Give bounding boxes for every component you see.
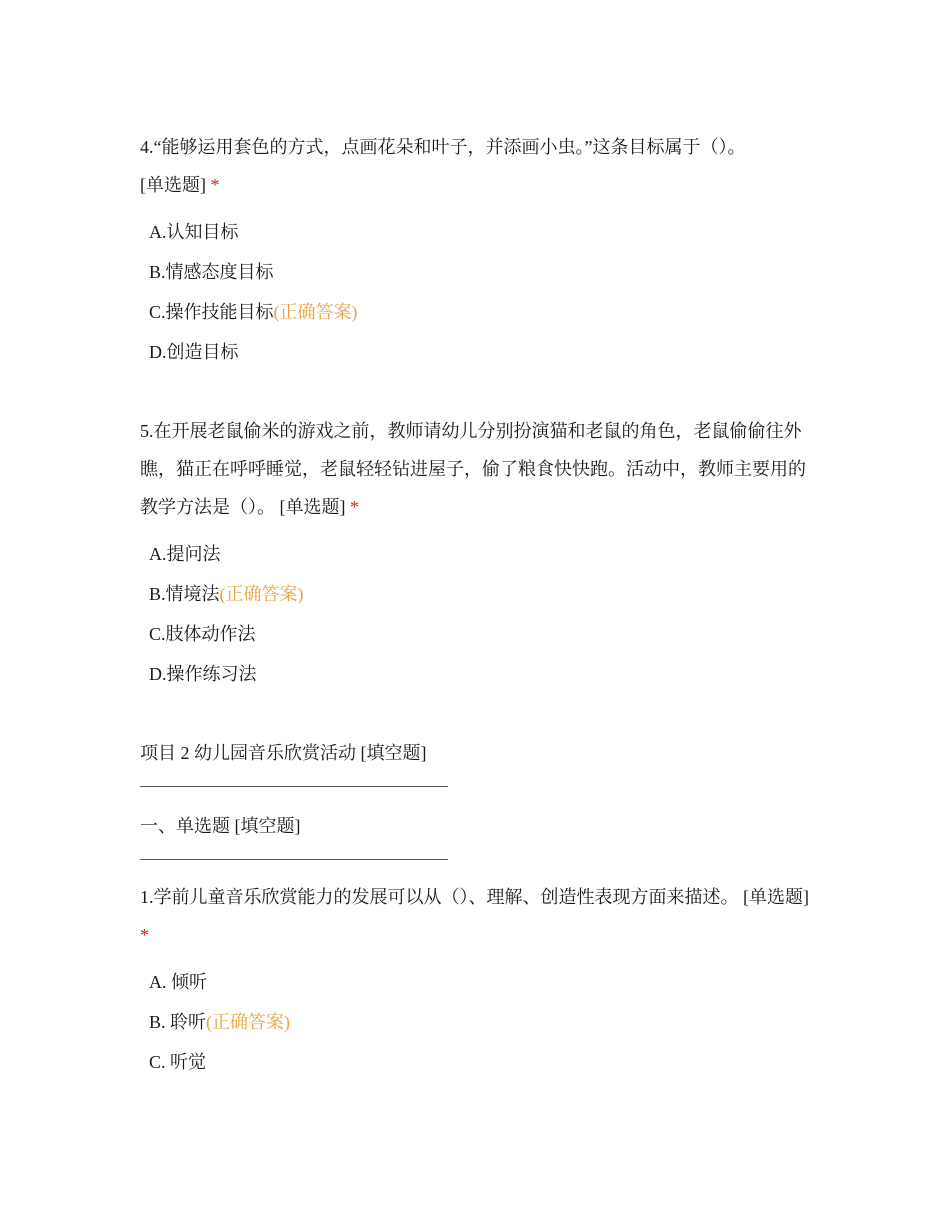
option-b[interactable]: B.情感态度目标 xyxy=(149,262,274,282)
option-a[interactable]: A. 倾听 xyxy=(149,972,207,992)
option-list xyxy=(140,212,820,372)
option-list xyxy=(140,534,820,694)
option-b[interactable]: B.情境法(正确答案) xyxy=(149,584,304,604)
required-marker: * xyxy=(140,925,149,945)
option-d[interactable]: D.创造目标 xyxy=(149,342,239,362)
section-title-single-choice: 一、单选题 [填空题] xyxy=(140,816,301,836)
question-1 xyxy=(140,878,820,1082)
question-text: 4.“能够运用套色的方式，点画花朵和叶子，并添画小虫。”这条目标属于（）。 [单选题] * xyxy=(140,137,746,195)
option-c[interactable]: C.肢体动作法 xyxy=(149,624,256,644)
option-a[interactable]: A.提问法 xyxy=(149,544,221,564)
option-c[interactable]: C. 听觉 xyxy=(149,1052,207,1072)
option-list xyxy=(140,962,820,1082)
option-a[interactable]: A.认知目标 xyxy=(149,222,239,242)
required-marker: * xyxy=(350,497,359,517)
option-d[interactable]: D.操作练习法 xyxy=(149,664,257,684)
required-marker: * xyxy=(210,175,220,195)
section-title-project-2: 项目 2 幼儿园音乐欣赏活动 [填空题] xyxy=(140,743,427,763)
question-text: 1.学前儿童音乐欣赏能力的发展可以从（）、理解、创造性表现方面来描述。 [单选题] * xyxy=(140,887,809,945)
question-type-tag: [单选题] xyxy=(140,175,206,195)
correct-answer-marker: (正确答案) xyxy=(273,302,358,322)
question-type-tag: [单选题] xyxy=(279,497,346,517)
option-b[interactable]: B. 聆听(正确答案) xyxy=(149,1012,291,1032)
question-5 xyxy=(140,412,820,694)
fill-blank-line[interactable] xyxy=(140,859,448,860)
correct-answer-marker: (正确答案) xyxy=(206,1012,291,1032)
fill-blank-line[interactable] xyxy=(140,786,448,787)
option-c[interactable]: C.操作技能目标(正确答案) xyxy=(149,302,358,322)
question-4 xyxy=(140,128,820,372)
question-text: 5.在开展老鼠偷米的游戏之前，教师请幼儿分别扮演猫和老鼠的角色，老鼠偷偷往外瞧，猫正在呼呼睡觉，老鼠轻轻钻进屋子，偷了粮食快快跑。活动中，教师主要用的教学方法是（）。 [单选题] * xyxy=(140,421,806,517)
survey-page xyxy=(140,128,820,1082)
question-type-tag: [单选题] xyxy=(743,887,809,907)
correct-answer-marker: (正确答案) xyxy=(219,584,304,604)
